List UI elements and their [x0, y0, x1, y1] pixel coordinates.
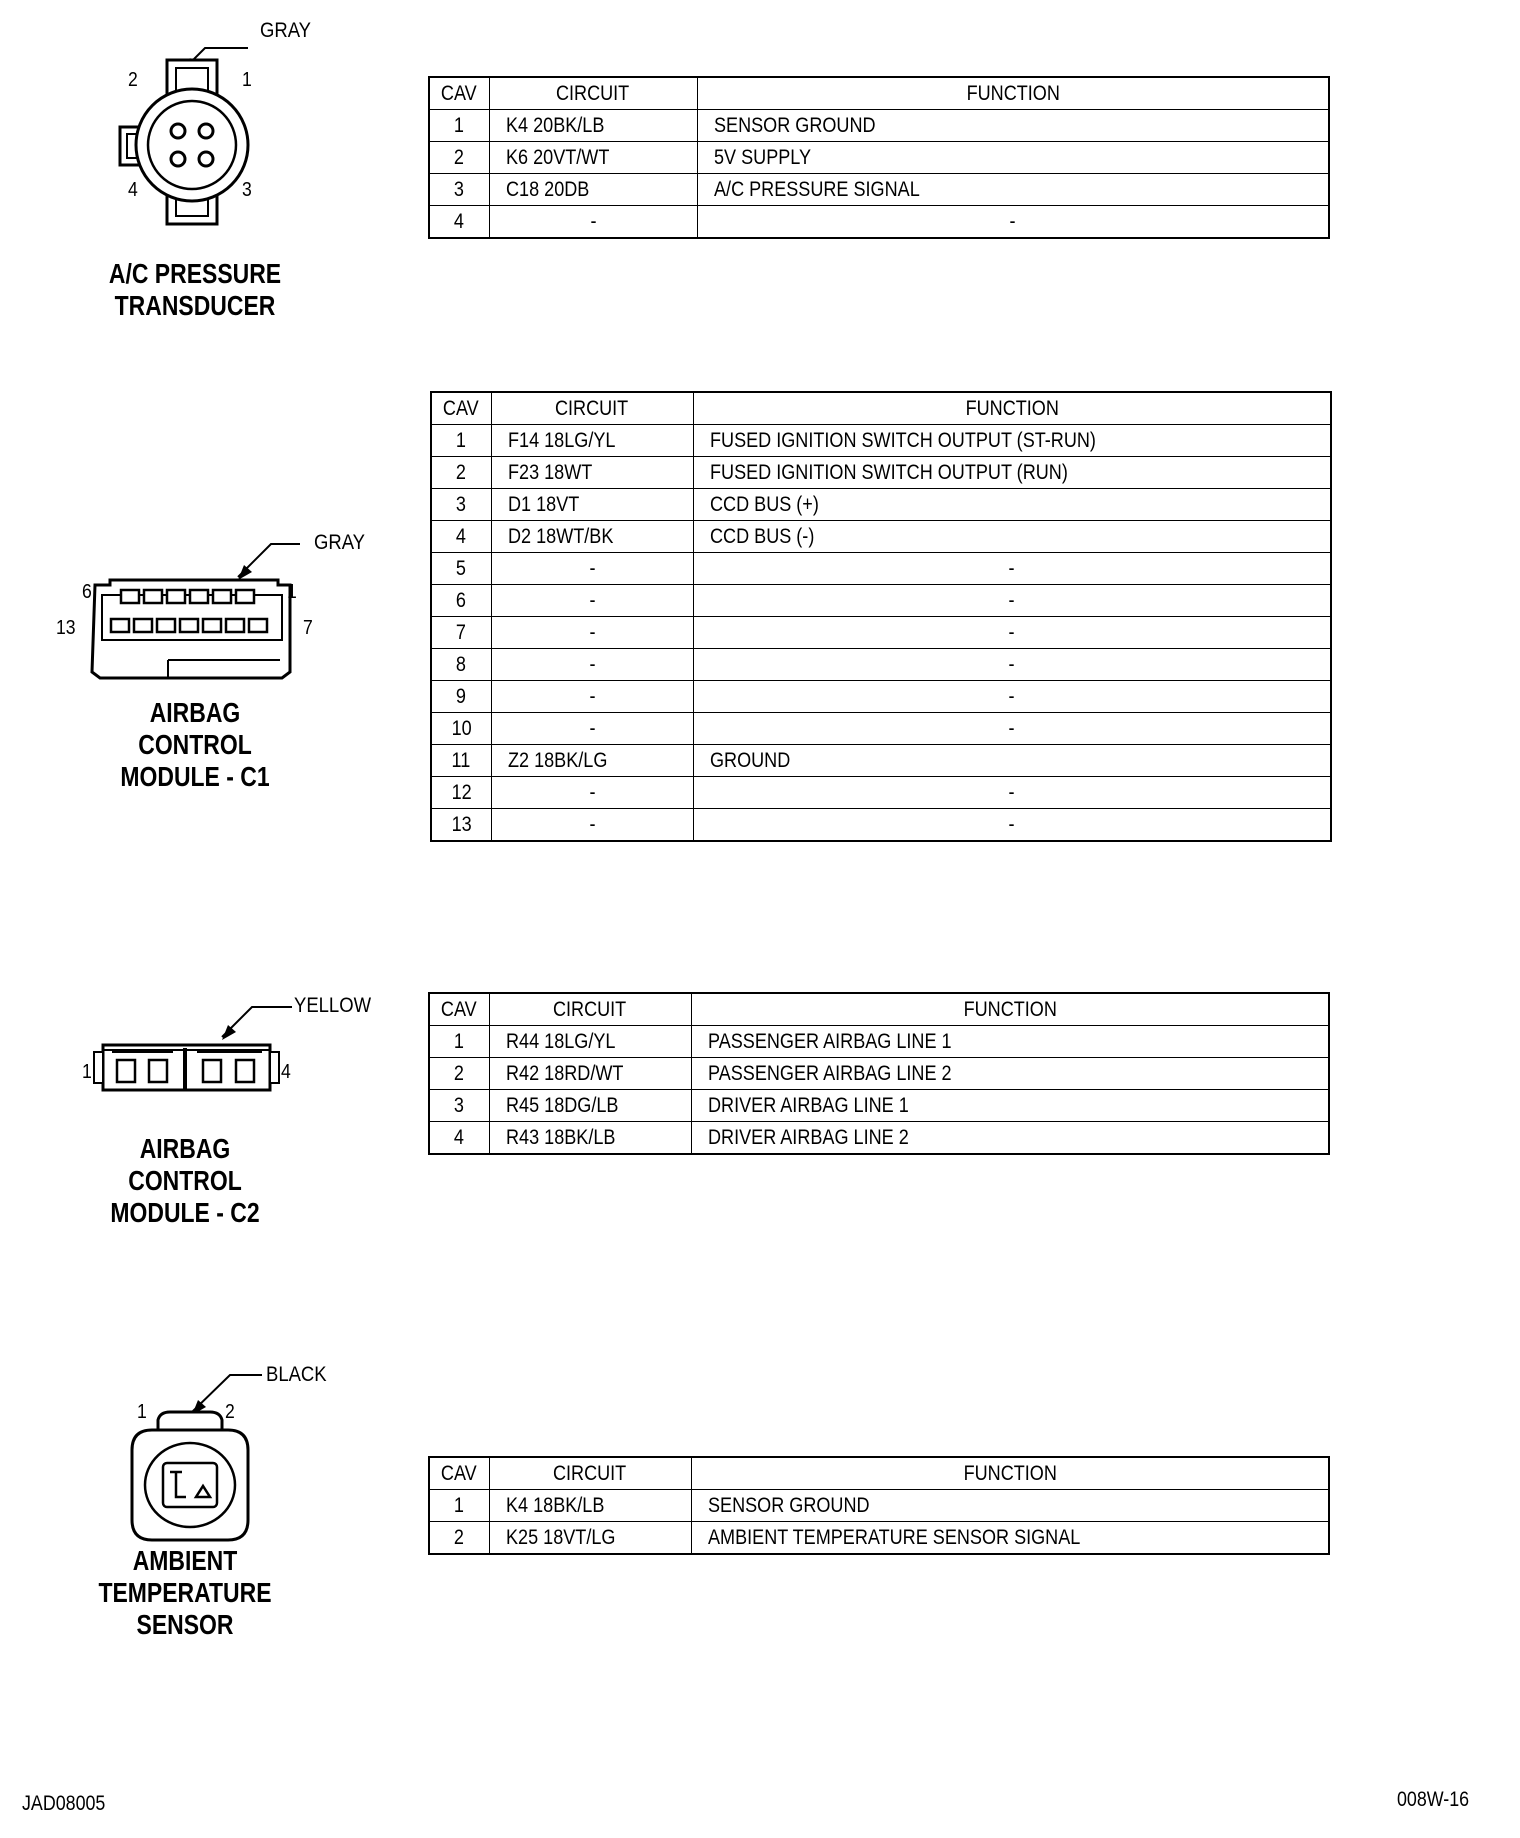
cav-cell: 12	[451, 780, 472, 804]
pin-label: 13	[56, 617, 76, 639]
cav-cell: 1	[454, 1493, 465, 1517]
pinout-table-ambient-sensor	[428, 1456, 1330, 1555]
circuit-cell: K4 18BK/LB	[505, 1493, 604, 1517]
pin-label: 4	[281, 1061, 291, 1083]
header-cav: CAV	[429, 77, 489, 110]
function-cell: GROUND	[709, 748, 790, 772]
circuit-cell: -	[588, 620, 596, 644]
header-function: FUNCTION	[691, 1457, 1329, 1490]
connector-color-label: GRAY	[314, 531, 366, 554]
function-cell: -	[1008, 620, 1015, 644]
function-cell: -	[1008, 588, 1015, 612]
function-cell: DRIVER AIRBAG LINE 1	[707, 1093, 909, 1117]
cav-cell: 1	[454, 113, 465, 137]
cav-cell: 10	[451, 716, 472, 740]
cav-cell: 2	[454, 145, 465, 169]
circuit-cell: F14 18LG/YL	[507, 428, 615, 452]
pin-label: 7	[303, 617, 313, 639]
cav-cell: 9	[456, 684, 467, 708]
connector-title: A/C PRESSURE TRANSDUCER	[108, 258, 282, 321]
circuit-cell: -	[588, 652, 596, 676]
pin-label: 1	[137, 1401, 147, 1423]
cav-cell: 3	[454, 1093, 465, 1117]
connector-title: AIRBAG CONTROL MODULE - C1	[120, 697, 270, 792]
circuit-cell: K25 18VT/LG	[505, 1525, 615, 1549]
function-cell: -	[1008, 556, 1015, 580]
pin-label: 2	[225, 1401, 235, 1423]
circuit-cell: -	[588, 684, 596, 708]
connector-color-label: YELLOW	[294, 994, 372, 1017]
function-cell: DRIVER AIRBAG LINE 2	[707, 1125, 909, 1149]
function-cell: -	[1008, 652, 1015, 676]
function-cell: SENSOR GROUND	[707, 1493, 870, 1517]
circuit-cell: D1 18VT	[507, 492, 579, 516]
header-function: FUNCTION	[697, 77, 1329, 110]
cav-cell: 2	[454, 1061, 465, 1085]
header-cav: CAV	[429, 1457, 489, 1490]
cav-cell: 1	[456, 428, 467, 452]
circuit-cell: C18 20DB	[505, 177, 589, 201]
function-cell: 5V SUPPLY	[713, 145, 811, 169]
function-cell: PASSENGER AIRBAG LINE 1	[707, 1029, 952, 1053]
circuit-cell: -	[588, 716, 596, 740]
circuit-cell: F23 18WT	[507, 460, 592, 484]
cav-cell: 8	[456, 652, 467, 676]
function-cell: -	[1008, 684, 1015, 708]
circuit-cell: K6 20VT/WT	[505, 145, 609, 169]
cav-cell: 13	[451, 812, 472, 836]
cav-cell: 4	[454, 1125, 465, 1149]
function-cell: -	[1008, 716, 1015, 740]
figure-code-left: JAD08005	[22, 1792, 106, 1815]
header-circuit: CIRCUIT	[491, 392, 693, 425]
circuit-cell: -	[588, 588, 596, 612]
function-cell: PASSENGER AIRBAG LINE 2	[707, 1061, 952, 1085]
header-circuit: CIRCUIT	[489, 1457, 691, 1490]
circuit-cell: -	[589, 209, 597, 233]
function-cell: A/C PRESSURE SIGNAL	[713, 177, 920, 201]
pin-label: 1	[82, 1061, 92, 1083]
circuit-cell: R44 18LG/YL	[505, 1029, 615, 1053]
cav-cell: 6	[456, 588, 467, 612]
circuit-cell: -	[588, 556, 596, 580]
circuit-cell: K4 20BK/LB	[505, 113, 604, 137]
circuit-cell: -	[588, 780, 596, 804]
cav-cell: 2	[456, 460, 467, 484]
function-cell: FUSED IGNITION SWITCH OUTPUT (ST-RUN)	[709, 428, 1096, 452]
pin-label: 1	[242, 69, 252, 91]
circuit-cell: R42 18RD/WT	[505, 1061, 623, 1085]
pin-label: 2	[128, 69, 138, 91]
function-cell: -	[1009, 209, 1016, 233]
cav-cell: 4	[454, 209, 465, 233]
function-cell: CCD BUS (+)	[709, 492, 819, 516]
circuit-cell: -	[588, 812, 596, 836]
pin-label: 1	[287, 581, 297, 603]
function-cell: SENSOR GROUND	[713, 113, 876, 137]
cav-cell: 3	[456, 492, 467, 516]
table-row	[429, 1490, 1329, 1522]
header-cav: CAV	[429, 993, 489, 1026]
pin-label: 4	[128, 179, 138, 201]
function-cell: CCD BUS (-)	[709, 524, 814, 548]
cav-cell: 1	[454, 1029, 465, 1053]
header-cav: CAV	[431, 392, 491, 425]
connector-title: AIRBAG CONTROL MODULE - C2	[110, 1133, 260, 1228]
function-cell: -	[1008, 780, 1015, 804]
cav-cell: 11	[451, 748, 471, 772]
cav-cell: 2	[454, 1525, 465, 1549]
cav-cell: 3	[454, 177, 465, 201]
connector-color-label: GRAY	[260, 19, 312, 42]
circuit-cell: R43 18BK/LB	[505, 1125, 615, 1149]
header-function: FUNCTION	[691, 993, 1329, 1026]
function-cell: AMBIENT TEMPERATURE SENSOR SIGNAL	[707, 1525, 1080, 1549]
circuit-cell: R45 18DG/LB	[505, 1093, 618, 1117]
function-cell: FUSED IGNITION SWITCH OUTPUT (RUN)	[709, 460, 1068, 484]
connector-color-label: BLACK	[266, 1363, 327, 1386]
table-header-row	[429, 1457, 1329, 1490]
function-cell: -	[1008, 812, 1015, 836]
circuit-cell: D2 18WT/BK	[507, 524, 613, 548]
pin-label: 6	[82, 581, 92, 603]
cav-cell: 5	[456, 556, 467, 580]
cav-cell: 4	[456, 524, 467, 548]
page-code-right: 008W-16	[1397, 1788, 1470, 1811]
header-circuit: CIRCUIT	[489, 993, 691, 1026]
cav-cell: 7	[456, 620, 467, 644]
header-circuit: CIRCUIT	[489, 77, 697, 110]
table-row	[429, 1522, 1329, 1555]
connector-title: AMBIENT TEMPERATURE SENSOR	[98, 1545, 272, 1640]
header-function: FUNCTION	[693, 392, 1331, 425]
circuit-cell: Z2 18BK/LG	[507, 748, 607, 772]
pin-label: 3	[242, 179, 252, 201]
